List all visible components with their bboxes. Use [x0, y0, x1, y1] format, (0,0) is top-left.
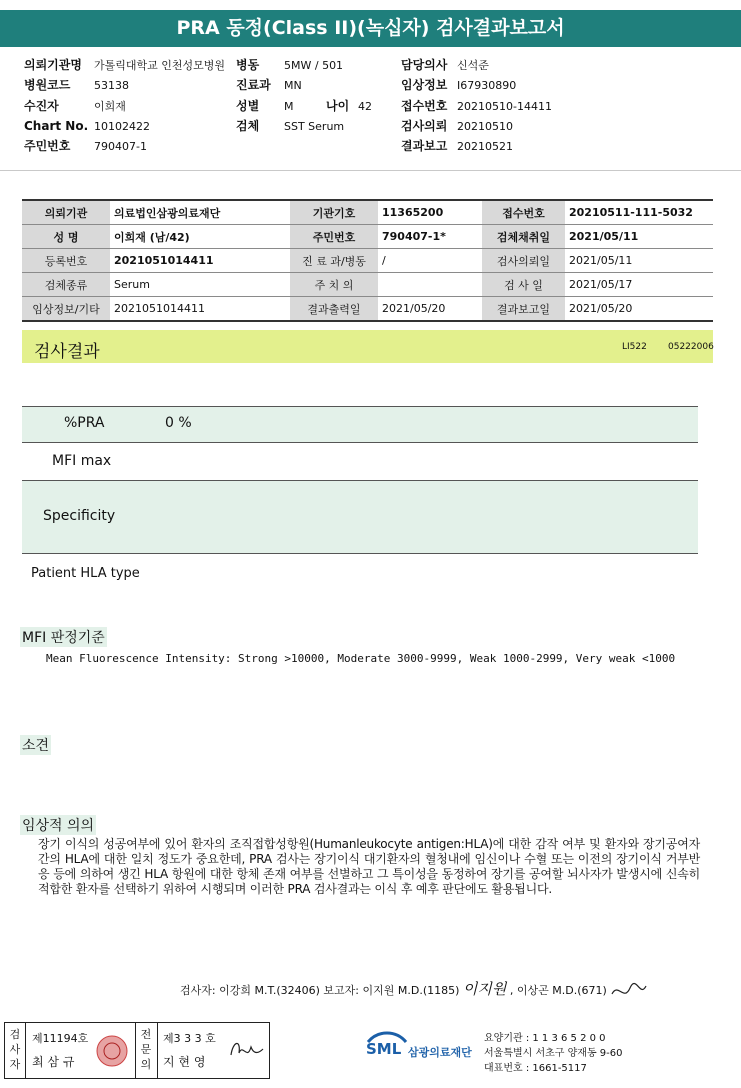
table-value: Serum: [110, 273, 290, 297]
table-value: 2021051014411: [110, 297, 290, 322]
table-value: /: [378, 249, 482, 273]
header-value: 가톨릭대학교 인천성모병원: [94, 59, 226, 72]
table-label: 검체종류: [22, 273, 110, 297]
header-value: 5MW / 501: [284, 59, 344, 72]
table-row: [22, 249, 713, 273]
opinion-heading: 소견: [20, 735, 51, 755]
header-label: 수진자: [24, 99, 59, 113]
table-label: 등록번호: [22, 249, 110, 273]
table-value: 2021/05/20: [378, 297, 482, 322]
info-table: [22, 199, 713, 322]
header-label: 병원코드: [24, 78, 71, 92]
certifier-name: 최 삼 규: [32, 1055, 75, 1069]
table-label: 성 명: [22, 225, 110, 249]
header-value: M: [284, 100, 294, 113]
specificity-label: Specificity: [43, 508, 116, 524]
mfi-criteria-heading: MFI 판정기준: [20, 627, 107, 647]
pra-value: 0 %: [165, 415, 192, 431]
header-label: Chart No.: [24, 119, 89, 133]
clinical-text: 장기 이식의 성공여부에 있어 환자의 조직접합성항원(Humanleukocyte antigen:HLA)에 대한 감작 여부 및 환자와 장기공여자간의 HLA에 대한 일치 정도가 중요한데, PRA 검사는 장기이식 대기환자의 혈청내에 임신이나 수혈 또는 이전의 장기이식 거부반응 등에 의하여 생긴 HLA 항원에 대한 항체 존재 여부를 선별하고 그 특이성을 동정하여 장기를 공여할 뇌사자가 발생시에 신속히 적합한 환자를 선택하기 위하여 시행되며 이러한 PRA 검사결과는 이식 후 예후 판단에도 활용됩니다.: [38, 837, 700, 896]
table-label: 검사의뢰일: [482, 249, 565, 273]
header-separator: [0, 170, 741, 171]
table-value: 의료법인삼광의료재단: [110, 200, 290, 225]
specialist-name: 지 현 영: [163, 1055, 206, 1069]
result-code2: 05222006: [668, 342, 714, 352]
certifier-label: 검사자: [9, 1028, 21, 1071]
table-row: [22, 225, 713, 249]
header-label: 접수번호: [401, 99, 448, 113]
pra-label: %PRA: [64, 415, 105, 431]
table-label: 주 치 의: [290, 273, 378, 297]
header-value: I67930890: [457, 79, 517, 92]
hla-label: Patient HLA type: [31, 566, 140, 581]
table-label: 주민번호: [290, 225, 378, 249]
logo-text: SML: [366, 1040, 402, 1058]
header-label: 주민번호: [24, 139, 71, 153]
table-label: 결과출력일: [290, 297, 378, 322]
signature-text2: , 이상곤 M.D.(671): [509, 984, 607, 997]
header-col3: [401, 54, 701, 155]
table-label: 검체채취일: [482, 225, 565, 249]
specificity-row: [22, 481, 698, 553]
header-label: 결과보고: [401, 139, 448, 153]
header-value: 신석준: [457, 59, 489, 72]
signature-line: [180, 978, 700, 1002]
org-name: 삼광의료재단: [408, 1046, 472, 1059]
header-label: 의뢰기관명: [24, 58, 82, 72]
header-label: 검체: [236, 119, 260, 133]
footer-contact: [484, 1031, 623, 1076]
divider: [157, 1023, 158, 1078]
table-row: [22, 273, 713, 297]
table-label: 검 사 일: [482, 273, 565, 297]
age-label: 나이: [326, 99, 350, 113]
header-value: SST Serum: [284, 120, 345, 133]
seal-icon: [95, 1034, 129, 1068]
table-value: 2021/05/11: [565, 225, 713, 249]
table-value: 이희재 (남/42): [110, 225, 290, 249]
header-label: 성별: [236, 99, 260, 113]
table-value: 2021051014411: [110, 249, 290, 273]
header-value: MN: [284, 79, 302, 92]
divider: [22, 553, 698, 554]
table-value: 2021/05/20: [565, 297, 713, 322]
certification-box: [4, 1022, 270, 1079]
result-heading: 검사결과: [34, 342, 100, 362]
header-value: 이희재: [94, 100, 126, 113]
table-label: 의뢰기관: [22, 200, 110, 225]
specialist-label: 전문의: [140, 1028, 152, 1071]
header-label: 검사의뢰: [401, 119, 448, 133]
header-value: 20210510-14411: [457, 100, 552, 113]
header-col2: [236, 54, 396, 135]
license-number: 제11194호: [32, 1032, 89, 1045]
table-row: [22, 200, 713, 225]
table-label: 결과보고일: [482, 297, 565, 322]
table-value: 20210511-111-5032: [565, 200, 713, 225]
divider: [135, 1023, 136, 1078]
header-value: 790407-1: [94, 140, 147, 153]
table-label: 임상정보/기타: [22, 297, 110, 322]
header-value: 20210521: [457, 140, 513, 153]
header-label: 병동: [236, 58, 260, 72]
table-value: [378, 273, 482, 297]
header-label: 담당의사: [401, 58, 448, 72]
table-row: [22, 297, 713, 322]
sml-logo: [366, 1030, 486, 1066]
table-value: 2021/05/11: [565, 249, 713, 273]
signature-text: 검사자: 이강희 M.T.(32406) 보고자: 이지원 M.D.(1185): [180, 984, 460, 997]
mfi-row: [22, 443, 698, 480]
footer-line: 대표번호 : 1661-5117: [484, 1063, 587, 1074]
specialist-signature-icon: [227, 1035, 265, 1065]
header-label: 진료과: [236, 78, 271, 92]
header-value: 10102422: [94, 120, 150, 133]
signature-mark: 이지원: [462, 980, 507, 998]
clinical-heading: 임상적 의의: [20, 815, 96, 835]
footer-line: 서울특별시 서초구 양재동 9-60: [484, 1048, 623, 1059]
report-title: PRA 동정(Class II)(녹십자) 검사결과보고서: [0, 10, 741, 47]
table-value: 790407-1*: [378, 225, 482, 249]
header-label: 임상정보: [401, 78, 448, 92]
signature-scribble-icon: [610, 980, 650, 1002]
header-value: 53138: [94, 79, 129, 92]
table-label: 기관기호: [290, 200, 378, 225]
result-code: LI522: [622, 342, 647, 352]
table-label: 진 료 과/병동: [290, 249, 378, 273]
footer-line: 요양기관 : 1 1 3 6 5 2 0 0: [484, 1033, 606, 1044]
table-label: 접수번호: [482, 200, 565, 225]
license-number2: 제3 3 3 호: [163, 1032, 216, 1045]
age-value: 42: [358, 100, 372, 113]
header-value: 20210510: [457, 120, 513, 133]
mfi-criteria-text: Mean Fluorescence Intensity: Strong >10000, Moderate 3000-9999, Weak 1000-2999, Very weak <1000: [46, 652, 676, 665]
result-bar: [22, 330, 713, 363]
table-value: 11365200: [378, 200, 482, 225]
mfi-label: MFI max: [52, 453, 112, 469]
table-value: 2021/05/17: [565, 273, 713, 297]
pra-row: [22, 407, 698, 442]
divider: [25, 1023, 26, 1078]
